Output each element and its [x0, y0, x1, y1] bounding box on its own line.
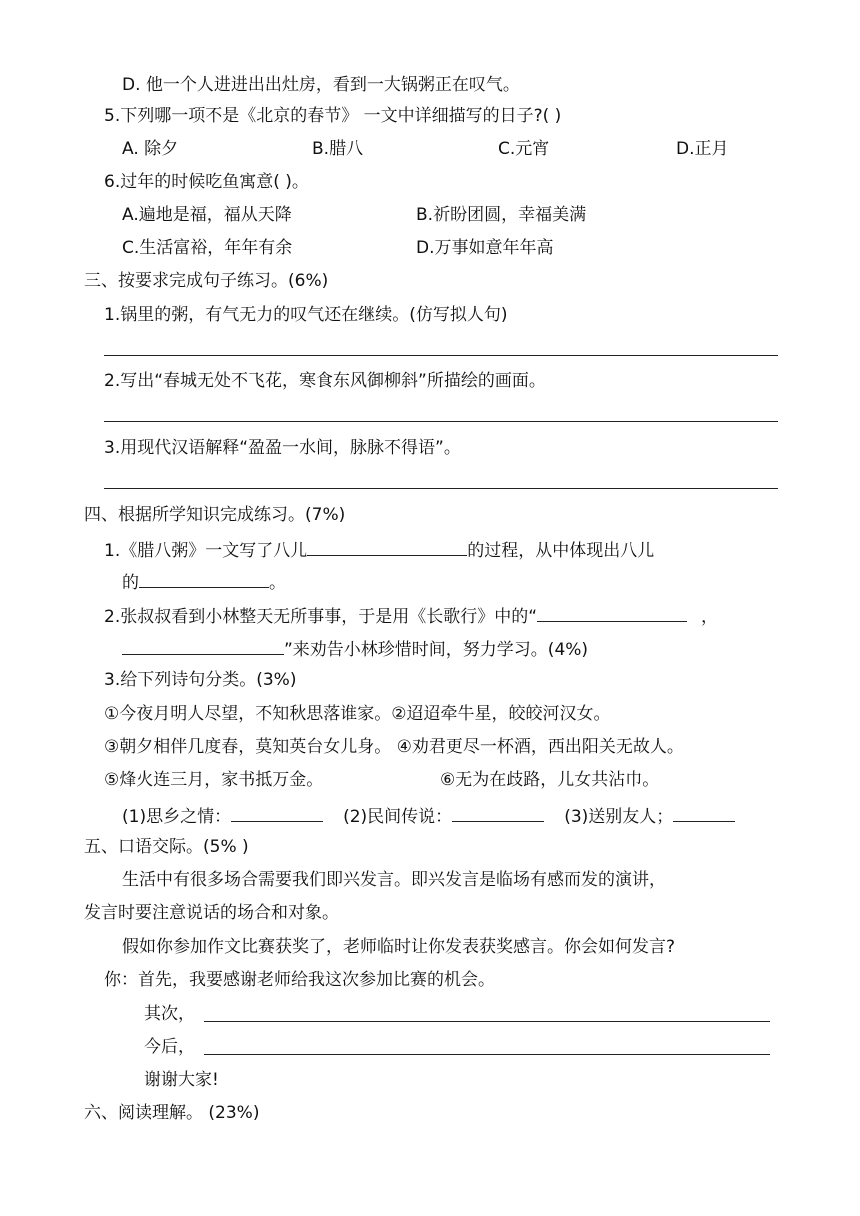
section3-q3: 3.用现代汉语解释“盈盈一水间，脉脉不得语”。 — [104, 438, 461, 458]
section4-q1-blank-1[interactable] — [307, 537, 467, 556]
category-legend-label: (2)民间传说： — [343, 807, 453, 827]
q5-option-a: A. 除夕 — [122, 139, 179, 159]
q5-option-b: B.腊八 — [312, 139, 364, 159]
category-farewell-label: (3)送别友人； — [564, 807, 674, 827]
q6-stem: 6.过年的时候吃鱼寓意( )。 — [104, 172, 309, 192]
section5-para1-line2: 发言时要注意说话的场合和对象。 — [84, 903, 339, 923]
section5-para2: 假如你参加作文比赛获奖了，老师临时让你发表获奖感言。你会如何发言? — [122, 937, 676, 957]
q5-option-d: D.正月 — [676, 139, 729, 159]
q4-option-d: D. 他一个人进进出出灶房，看到一大锅粥正在叹气。 — [122, 75, 520, 95]
section3-title: 三、按要求完成句子练习。(6%) — [84, 271, 329, 291]
category-homesick-label: (1)思乡之情： — [122, 807, 232, 827]
section5-next-label: 其次， — [144, 1004, 195, 1024]
section4-q1-text-c: 的 — [122, 573, 139, 593]
section6-title: 六、阅读理解。 (23%) — [84, 1103, 260, 1123]
section4-q2-blank-2[interactable] — [122, 636, 284, 655]
poem-categories — [122, 803, 735, 828]
section5-para1-line1: 生活中有很多场合需要我们即兴发言。即兴发言是临场有感而发的演讲， — [122, 870, 666, 890]
category-legend-blank[interactable] — [452, 803, 544, 822]
section4-q2-text-a: 2.张叔叔看到小林整天无所事事，于是用《长歌行》中的“ — [104, 607, 538, 627]
section4-q1-line2 — [122, 569, 286, 594]
section3-q1: 1.锅里的粥，有气无力的叹气还在继续。(仿写拟人句) — [104, 305, 508, 325]
section5-future-answer-line[interactable] — [204, 1054, 770, 1055]
section4-q2-text-c: ”来劝告小林珍惜时间，努力学习。(4%) — [284, 640, 589, 660]
section5-next-answer-line[interactable] — [204, 1021, 770, 1022]
q6-option-d: D.万事如意年年高 — [416, 238, 554, 258]
section5-thanks: 谢谢大家! — [144, 1070, 219, 1090]
poem-line-2: ③朝夕相伴几度春，莫知英台女儿身。 ④劝君更尽一杯酒，西出阳关无故人。 — [104, 737, 684, 757]
poem-6: ⑥无为在歧路，儿女共沾巾。 — [440, 770, 660, 790]
section4-q2-blank-1[interactable] — [537, 603, 687, 622]
q5-option-c: C.元宵 — [498, 139, 550, 159]
section3-q3-answer-line[interactable] — [104, 488, 778, 489]
section4-q2-comma: ， — [701, 607, 719, 627]
poem-line-1: ①今夜月明人尽望，不知秋思落谁家。②迢迢牵牛星，皎皎河汉女。 — [104, 704, 611, 724]
section4-q1-text-d: 。 — [269, 573, 286, 593]
q6-option-a: A.遍地是福，福从天降 — [122, 205, 292, 225]
section5-title: 五、口语交际。(5% ) — [84, 837, 249, 857]
section4-q1-line1 — [104, 537, 654, 562]
section4-q2-line2 — [122, 636, 588, 661]
section4-q1-text-a: 1.《腊八粥》一文写了八儿 — [104, 541, 308, 561]
section4-title: 四、根据所学知识完成练习。(7%) — [84, 505, 346, 525]
section4-q1-text-b: 的过程，从中体现出八儿 — [467, 541, 655, 561]
section3-q2-answer-line[interactable] — [104, 421, 778, 422]
category-homesick-blank[interactable] — [231, 803, 323, 822]
section3-q1-answer-line[interactable] — [104, 355, 778, 356]
section4-q1-blank-2[interactable] — [139, 569, 269, 588]
q6-option-c: C.生活富裕，年年有余 — [122, 238, 293, 258]
q6-option-b: B.祈盼团圆，幸福美满 — [416, 205, 587, 225]
poem-5: ⑤烽火连三月，家书抵万金。 — [104, 770, 324, 790]
section5-future-label: 今后， — [144, 1037, 195, 1057]
section5-you: 你：首先，我要感谢老师给我这次参加比赛的机会。 — [104, 970, 495, 990]
q5-stem: 5.下列哪一项不是《北京的春节》 一文中详细描写的日子?( ) — [104, 106, 562, 126]
section4-q2-line1 — [104, 603, 718, 628]
section3-q2: 2.写出“春城无处不飞花，寒食东风御柳斜”所描绘的画面。 — [104, 371, 546, 391]
category-farewell-blank[interactable] — [673, 803, 735, 822]
section4-q3: 3.给下列诗句分类。(3%) — [104, 670, 297, 690]
